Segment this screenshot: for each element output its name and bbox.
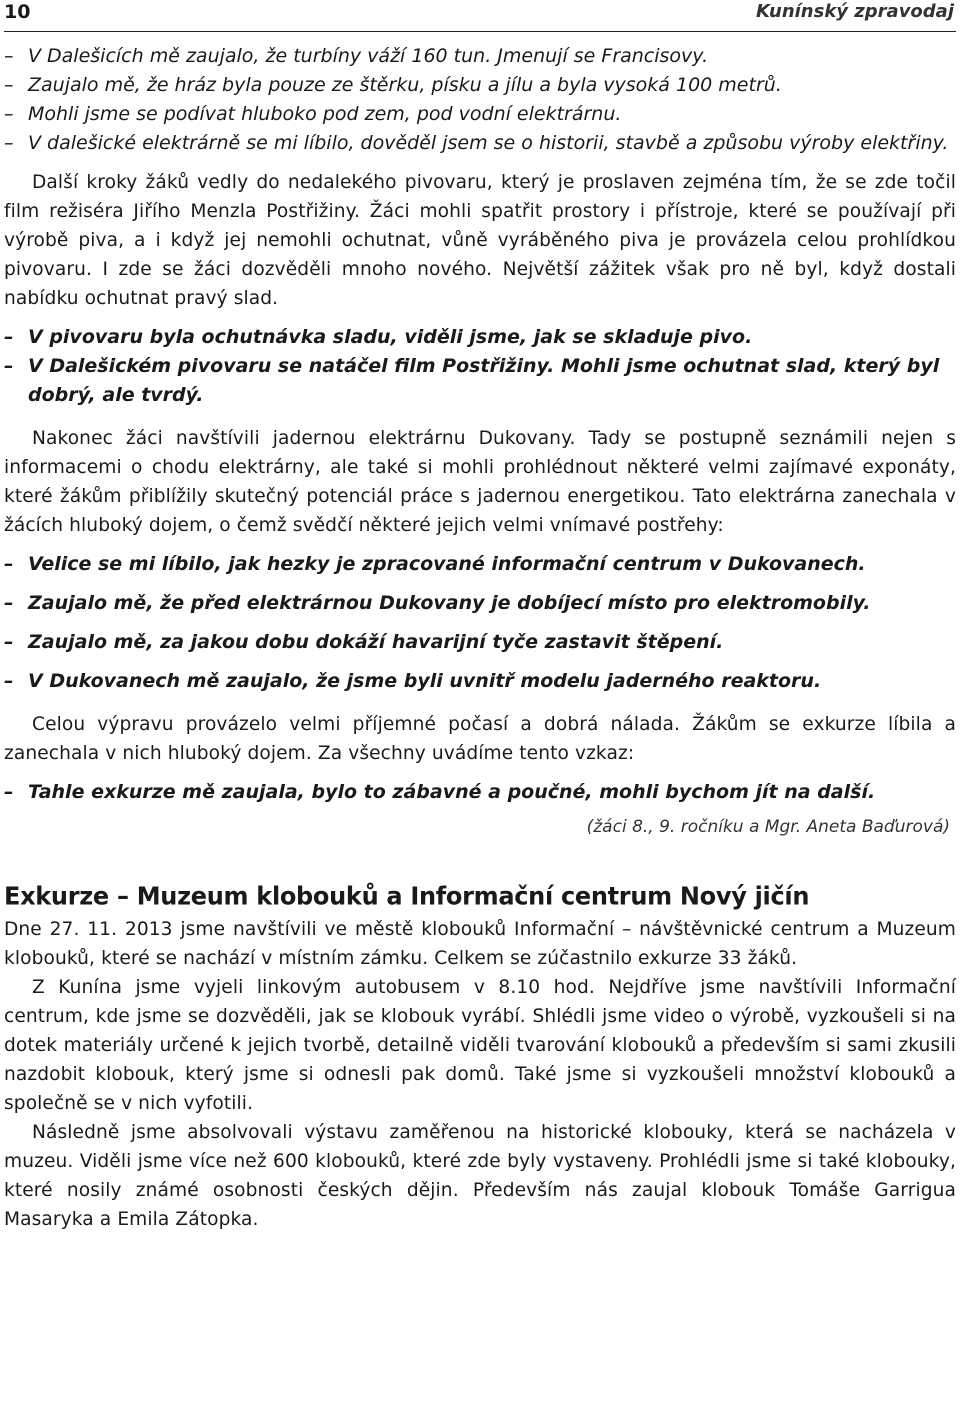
quote-item: – Mohli jsme se podívat hluboko pod zem, pod vodní elektrárnu. (4, 103, 622, 125)
quote-item: – Velice se mi líbilo, jak hezky je zpracované informační centrum v Dukovanech. (4, 553, 866, 575)
paragraph-hat-exhibition: Následně jsme absolvovali výstavu zaměřenou na historické klobouky, která se nacházela v muzeu. Viděli jsme více než 600 klobouků, které zde byly vystaveny. Prohlédli jsme si také klobouky, které nosily známé osobnosti českých dějin. Především nás zaujal klobouk Tomáše Garrigua Masaryka a Emila Zátopka. (4, 1122, 956, 1230)
quote-item: – V dalešické elektrárně se mi líbilo, dověděl jsem se o historii, stavbě a způsobu výroby elektřiny. (4, 132, 949, 154)
quote-list-brewery (4, 323, 956, 410)
quote-item: – Tahle exkurze mě zaujala, bylo to zábavné a poučné, mohli bychom jít na další. (4, 781, 876, 803)
quote-item: – V Dukovanech mě zaujalo, že jsme byli uvnitř modelu jaderného reaktoru. (4, 670, 822, 692)
quote-list-final (4, 778, 956, 807)
article-hat-museum (4, 881, 956, 1234)
article-dalesice (4, 32, 956, 841)
paragraph-weather: Celou výpravu provázelo velmi příjemné počasí a dobrá nálada. Žákům se exkurze líbila a zanechala v nich hluboký dojem. Za všechny uvádíme tento vzkaz: (4, 714, 956, 764)
quote-list-dukovany (4, 550, 956, 696)
article-signature: (žáci 8., 9. ročníku a Mgr. Aneta Baďurová) (586, 817, 950, 837)
quote-item: – Zaujalo mě, že hráz byla pouze ze štěrku, písku a jílu a byla vysoká 100 metrů. (4, 74, 782, 96)
quote-item: – V pivovaru byla ochutnávka sladu, viděli jsme, jak se skladuje pivo. (4, 326, 753, 348)
quote-list-dalesice (4, 42, 956, 158)
page-header (4, 0, 956, 31)
paragraph-brewery: Další kroky žáků vedly do nedalekého pivovaru, který je proslaven zejména tím, že se zde točil film režiséra Jiřího Menzla Postřižiny. Žáci mohli spatřit prostory i přístroje, které se používají při výrobě piva, a i když jej nemohli ochutnat, vůně vyráběného piva je provázela celou prohlídkou pivovaru. I zde se žáci dozvěděli mnoho nového. Největší zážitek však pro ně byl, když dostali nabídku ochutnat pravý slad. (4, 172, 956, 309)
publication-title: Kunínský zpravodaj (756, 1, 954, 22)
quote-item: – Zaujalo mě, že před elektrárnou Dukovany je dobíjecí místo pro elektromobily. (4, 592, 871, 614)
page-number: 10 (4, 1, 31, 23)
quote-item: – Zaujalo mě, za jakou dobu dokáží havarijní tyče zastavit štěpení. (4, 631, 724, 653)
paragraph-hat-infocenter: Z Kunína jsme vyjeli linkovým autobusem v 8.10 hod. Nejdříve jsme navštívili Informační centrum, kde jsme se dozvěděli, jak se klobouk vyrábí. Shlédli jsme video o výrobě, vyzkoušeli si na dotek materiály určené k jejich tvorbě, detailně viděli tvarování klobouků a především si sami zkusili nazdobit klobouk, který jsme si odnesli pak domů. Také jsme si vyzkoušeli množství klobouků a společně se v nich vyfotili. (4, 977, 956, 1114)
paragraph-hat-intro: Dne 27. 11. 2013 jsme navštívili ve městě klobouků Informační – návštěvnické centrum a Muzeum klobouků, které se nachází v místním zámku. Celkem se zúčastnilo exkurze 33 žáků. (4, 919, 956, 969)
quote-item: – V Dalešickém pivovaru se natáčel film Postřižiny. Mohli jsme ochutnat slad, který byl dobrý, ale tvrdý. (4, 355, 940, 406)
quote-item: – V Dalešicích mě zaujalo, že turbíny váží 160 tun. Jmenují se Francisovy. (4, 45, 709, 67)
article-title: Exkurze – Muzeum klobouků a Informační centrum Nový jičín (4, 881, 810, 911)
paragraph-dukovany: Nakonec žáci navštívili jadernou elektrárnu Dukovany. Tady se postupně seznámili nejen s informacemi o chodu elektrárny, ale také si mohli prohlédnout některé velmi zajímavé exponáty, které žákům přiblížily skutečný potenciál práce s jadernou energetikou. Tato elektrárna zanechala v žácích hluboký dojem, o čemž svědčí některé jejich velmi vnímavé postřehy: (4, 428, 956, 536)
